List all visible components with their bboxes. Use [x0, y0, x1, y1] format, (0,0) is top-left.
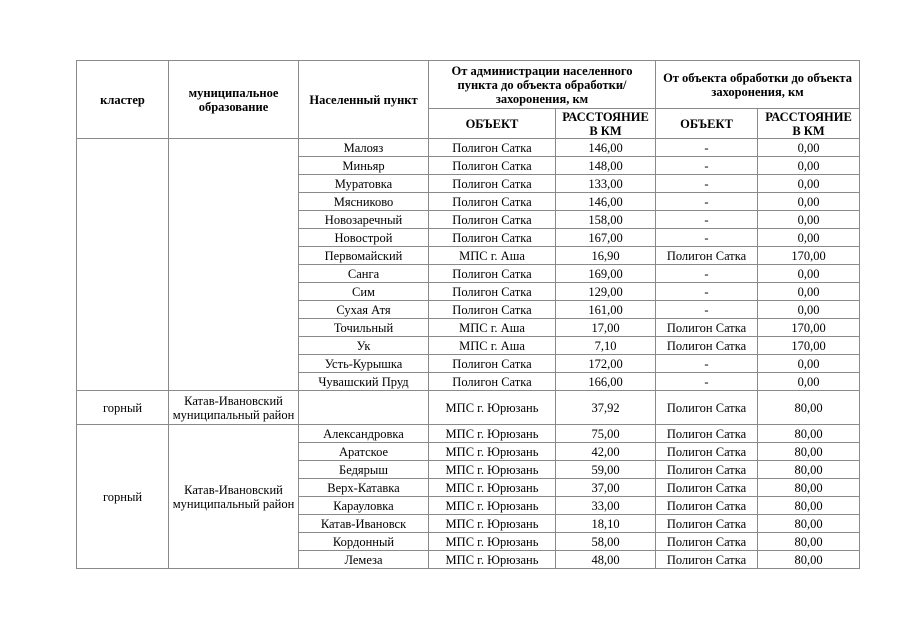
dist2-cell: 0,00: [758, 229, 860, 247]
dist2-cell: 170,00: [758, 319, 860, 337]
group-3-body: [77, 425, 860, 569]
object1-cell: МПС г. Юрюзань: [429, 551, 556, 569]
header-municipality: муниципальное образование: [169, 61, 299, 139]
dist2-cell: 80,00: [758, 479, 860, 497]
dist2-cell: 0,00: [758, 211, 860, 229]
settlement-cell: Бедярыш: [299, 461, 429, 479]
dist1-cell: 172,00: [556, 355, 656, 373]
settlement-cell: Аратское: [299, 443, 429, 461]
object2-cell: Полигон Сатка: [656, 391, 758, 425]
object1-cell: МПС г. Аша: [429, 319, 556, 337]
settlement-cell: Миньяр: [299, 157, 429, 175]
object2-cell: Полигон Сатка: [656, 443, 758, 461]
object2-cell: Полигон Сатка: [656, 533, 758, 551]
object2-cell: Полигон Сатка: [656, 515, 758, 533]
object1-cell: МПС г. Аша: [429, 337, 556, 355]
header-distance-2: РАССТОЯНИЕ В КМ: [758, 109, 860, 139]
dist1-cell: 18,10: [556, 515, 656, 533]
settlement-cell: Санга: [299, 265, 429, 283]
settlement-cell: Ук: [299, 337, 429, 355]
dist2-cell: 80,00: [758, 461, 860, 479]
dist2-cell: 80,00: [758, 497, 860, 515]
settlement-cell: Новозаречный: [299, 211, 429, 229]
object2-cell: -: [656, 139, 758, 157]
object2-cell: -: [656, 211, 758, 229]
dist1-cell: 16,90: [556, 247, 656, 265]
object2-cell: Полигон Сатка: [656, 479, 758, 497]
object2-cell: -: [656, 229, 758, 247]
dist2-cell: 170,00: [758, 337, 860, 355]
dist1-cell: 37,00: [556, 479, 656, 497]
object2-cell: Полигон Сатка: [656, 425, 758, 443]
object1-cell: Полигон Сатка: [429, 157, 556, 175]
object2-cell: Полигон Сатка: [656, 337, 758, 355]
object2-cell: -: [656, 157, 758, 175]
object1-cell: МПС г. Юрюзань: [429, 533, 556, 551]
object1-cell: МПС г. Аша: [429, 247, 556, 265]
dist2-cell: 0,00: [758, 139, 860, 157]
dist2-cell: 80,00: [758, 425, 860, 443]
dist1-cell: 58,00: [556, 533, 656, 551]
dist2-cell: 80,00: [758, 443, 860, 461]
dist1-cell: 148,00: [556, 157, 656, 175]
dist1-cell: 75,00: [556, 425, 656, 443]
settlement-cell: Лемеза: [299, 551, 429, 569]
object2-cell: Полигон Сатка: [656, 497, 758, 515]
dist1-cell: 37,92: [556, 391, 656, 425]
settlement-cell: [299, 391, 429, 425]
dist1-cell: 146,00: [556, 139, 656, 157]
header-from-admin: От администрации населенного пункта до объекта обработки/ захоронения, км: [429, 61, 656, 109]
dist1-cell: 146,00: [556, 193, 656, 211]
dist2-cell: 0,00: [758, 373, 860, 391]
object1-cell: Полигон Сатка: [429, 265, 556, 283]
cluster-cell: горный: [77, 391, 169, 425]
group-1-body: [77, 139, 860, 391]
object2-cell: -: [656, 355, 758, 373]
dist1-cell: 33,00: [556, 497, 656, 515]
object1-cell: Полигон Сатка: [429, 229, 556, 247]
object2-cell: Полигон Сатка: [656, 319, 758, 337]
settlement-cell: Первомайский: [299, 247, 429, 265]
header-cluster: кластер: [77, 61, 169, 139]
dist1-cell: 166,00: [556, 373, 656, 391]
object1-cell: Полигон Сатка: [429, 283, 556, 301]
dist2-cell: 0,00: [758, 193, 860, 211]
object1-cell: МПС г. Юрюзань: [429, 479, 556, 497]
object1-cell: Полигон Сатка: [429, 301, 556, 319]
object2-cell: -: [656, 283, 758, 301]
object2-cell: -: [656, 265, 758, 283]
dist2-cell: 80,00: [758, 515, 860, 533]
municipality-cell: Катав-Ивановский муниципальный район: [169, 391, 299, 425]
dist2-cell: 80,00: [758, 391, 860, 425]
dist1-cell: 169,00: [556, 265, 656, 283]
dist2-cell: 0,00: [758, 283, 860, 301]
dist2-cell: 80,00: [758, 533, 860, 551]
settlement-cell: Чувашский Пруд: [299, 373, 429, 391]
settlement-cell: Муратовка: [299, 175, 429, 193]
object1-cell: Полигон Сатка: [429, 139, 556, 157]
dist1-cell: 129,00: [556, 283, 656, 301]
settlement-cell: Катав-Ивановск: [299, 515, 429, 533]
object1-cell: МПС г. Юрюзань: [429, 497, 556, 515]
object2-cell: Полигон Сатка: [656, 247, 758, 265]
dist1-cell: 42,00: [556, 443, 656, 461]
settlement-cell: Новострой: [299, 229, 429, 247]
object2-cell: Полигон Сатка: [656, 461, 758, 479]
table-row: [77, 391, 860, 425]
dist1-cell: 161,00: [556, 301, 656, 319]
object1-cell: МПС г. Юрюзань: [429, 461, 556, 479]
object1-cell: Полигон Сатка: [429, 175, 556, 193]
dist1-cell: 17,00: [556, 319, 656, 337]
object1-cell: МПС г. Юрюзань: [429, 443, 556, 461]
object1-cell: Полигон Сатка: [429, 355, 556, 373]
dist1-cell: 167,00: [556, 229, 656, 247]
settlement-cell: Малояз: [299, 139, 429, 157]
object2-cell: -: [656, 301, 758, 319]
settlement-cell: Усть-Курышка: [299, 355, 429, 373]
settlement-cell: Точильный: [299, 319, 429, 337]
municipality-cell-empty: [169, 139, 299, 391]
dist2-cell: 0,00: [758, 355, 860, 373]
dist2-cell: 0,00: [758, 265, 860, 283]
settlement-cell: Верх-Катавка: [299, 479, 429, 497]
dist1-cell: 48,00: [556, 551, 656, 569]
object1-cell: Полигон Сатка: [429, 373, 556, 391]
settlement-cell: Мясниково: [299, 193, 429, 211]
group-2-body: [77, 391, 860, 425]
object2-cell: -: [656, 193, 758, 211]
distance-table: [76, 60, 860, 569]
header-distance-1: РАССТОЯНИЕ В КМ: [556, 109, 656, 139]
object2-cell: -: [656, 175, 758, 193]
object1-cell: МПС г. Юрюзань: [429, 425, 556, 443]
cluster-cell: горный: [77, 425, 169, 569]
settlement-cell: Кордонный: [299, 533, 429, 551]
header-object-2: ОБЪЕКТ: [656, 109, 758, 139]
municipality-cell: Катав-Ивановский муниципальный район: [169, 425, 299, 569]
object1-cell: Полигон Сатка: [429, 193, 556, 211]
header-object-1: ОБЪЕКТ: [429, 109, 556, 139]
dist2-cell: 0,00: [758, 157, 860, 175]
dist2-cell: 0,00: [758, 301, 860, 319]
dist1-cell: 7,10: [556, 337, 656, 355]
header-settlement: Населенный пункт: [299, 61, 429, 139]
header-from-facility: От объекта обработки до объекта захоронения, км: [656, 61, 860, 109]
settlement-cell: Сухая Атя: [299, 301, 429, 319]
dist2-cell: 0,00: [758, 175, 860, 193]
object1-cell: МПС г. Юрюзань: [429, 391, 556, 425]
table-row: [77, 425, 860, 443]
object2-cell: -: [656, 373, 758, 391]
settlement-cell: Александровка: [299, 425, 429, 443]
object2-cell: Полигон Сатка: [656, 551, 758, 569]
object1-cell: МПС г. Юрюзань: [429, 515, 556, 533]
dist1-cell: 133,00: [556, 175, 656, 193]
table-row: [77, 139, 860, 157]
dist2-cell: 170,00: [758, 247, 860, 265]
dist2-cell: 80,00: [758, 551, 860, 569]
settlement-cell: Сим: [299, 283, 429, 301]
cluster-cell-empty: [77, 139, 169, 391]
dist1-cell: 59,00: [556, 461, 656, 479]
object1-cell: Полигон Сатка: [429, 211, 556, 229]
dist1-cell: 158,00: [556, 211, 656, 229]
settlement-cell: Карауловка: [299, 497, 429, 515]
